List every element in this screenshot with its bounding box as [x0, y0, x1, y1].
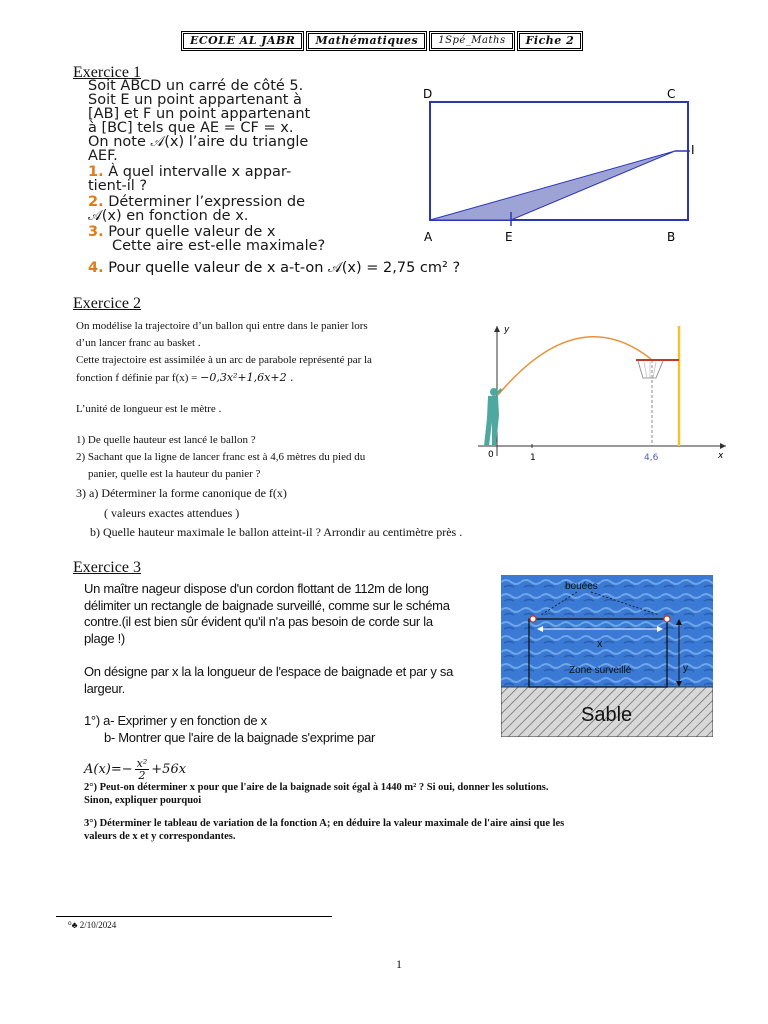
zone-label: Zone surveillé [569, 665, 632, 676]
ex3-line: largeur. [84, 680, 125, 696]
ex3-q2-line1: 2°) Peut-on déterminer x pour que l'aire de la baignade soit égal à 1440 m² ? Si oui, donner les solutions. [84, 782, 549, 793]
ex3-q1b: b- Montrer que l'aire de la baignade s'exprime par [104, 729, 376, 745]
ex3-q3-line1: 3°) Déterminer le tableau de variation de la fonction A; en déduire la valeur maximale de l'aire ainsi que les [84, 818, 565, 829]
ex1-q1-cont: tient-il ? [88, 178, 148, 194]
ex1-line: Soit ABCD un carré de côté 5. [88, 78, 304, 94]
label-c: C [667, 87, 676, 101]
ex3-q2 [84, 781, 734, 807]
area-formula [84, 758, 186, 781]
ex1-q3-cont: Cette aire est-elle maximale? [112, 238, 326, 254]
formula-denominator: 2 [138, 769, 146, 782]
basket-net [638, 361, 663, 378]
footnote-date: ⁰♣ 2/10/2024 [68, 920, 117, 930]
ex2-line: fonction f définie par f(x) = [76, 372, 201, 384]
ex2-line: On modélise la trajectoire d’un ballon qui entre dans le panier lors [76, 320, 368, 332]
label-d: D [423, 87, 433, 101]
ex1-q2: Déterminer l’expression de [108, 194, 306, 210]
formula-lhs: A(x)=− [84, 762, 133, 777]
sand-label: Sable [581, 704, 633, 726]
ex1-q2-cont: 𝒜(x) en fonction de x. [88, 208, 249, 224]
ex3-line: contre.(il est bien sûr évident qu'il n'a pas besoin de corde sur la [84, 614, 433, 629]
ex1-q4-line [88, 260, 460, 276]
y-arrow [494, 326, 500, 332]
label-i: I [691, 143, 695, 157]
x-label: x [597, 638, 603, 650]
formula-rhs: +56x [151, 762, 187, 777]
buoys-label: bouées [565, 581, 598, 592]
exercise-3-text [84, 581, 464, 746]
q-number: 2. [88, 194, 104, 210]
ex2-q2-cont: panier, quelle est la hauteur du panier ? [88, 468, 261, 480]
basketball-figure [468, 320, 732, 466]
header-sheet: Fiche 2 [517, 31, 584, 51]
x-label: x [718, 451, 724, 461]
header-subject: Mathématiques [306, 31, 427, 51]
ex3-q1a: 1°) a- Exprimer y en fonction de x [84, 713, 267, 728]
ex3-q3-line2: valeurs de x et y correspondantes. [84, 831, 236, 842]
q-number: 1. [88, 164, 104, 180]
square-figure [415, 84, 705, 244]
ex1-q1: À quel intervalle x appar- [108, 164, 292, 180]
exercise-1-title: Exercice 1 [73, 64, 141, 81]
exercise-2-text [76, 318, 456, 483]
ex1-line: On note 𝒜(x) l’aire du triangle [88, 134, 309, 150]
tick-one-label: 1 [530, 453, 536, 463]
ex1-q3: Pour quelle valeur de x [108, 224, 276, 240]
net-strands [644, 362, 656, 378]
label-e: E [505, 230, 513, 244]
player-silhouette [484, 388, 502, 446]
triangle-aef [430, 151, 675, 220]
y-label: y [683, 663, 688, 674]
exercise-3-title: Exercice 3 [73, 559, 141, 576]
y-label: y [504, 325, 510, 335]
ex1-line: AEF. [88, 148, 118, 164]
ex1-line: [AB] et F un point appartenant [88, 106, 311, 122]
basket-x-label: 4,6 [644, 453, 659, 463]
ex3-line: délimiter un rectangle de baignade surveillé, comme sur le schéma [84, 597, 450, 613]
ex2-q2: 2) Sachant que la ligne de lancer franc est à 4,6 mètres du pied du [76, 451, 366, 463]
header-level: 1Spé_Maths [429, 31, 514, 51]
ex2-line: d’un lancer franc au basket . [76, 337, 201, 349]
x-arrow [720, 443, 726, 449]
formula-fraction [135, 758, 150, 781]
origin-label: 0 [488, 450, 494, 460]
ex1-q4: Pour quelle valeur de x a-t-on 𝒜(x) = 2,75 cm² ? [108, 260, 461, 276]
ex3-line: Un maître nageur dispose d'un cordon flottant de 112m de long [84, 581, 429, 596]
ex1-line: Soit E un point appartenant à [88, 92, 302, 108]
exercise-2-title: Exercice 2 [73, 295, 141, 312]
ex2-line: L’unité de longueur est le mètre . [76, 403, 222, 415]
ex2-q3b: b) Quelle hauteur maximale le ballon atteint-il ? Arrondir au centimètre près . [90, 525, 463, 539]
header-school: ECOLE AL JABR [181, 31, 304, 51]
buoy-left [530, 616, 536, 622]
exercise-1-text [88, 79, 418, 253]
q-number: 3. [88, 224, 104, 240]
beach-figure [501, 575, 713, 737]
ex3-q2-line2: Sinon, expliquer pourquoi [84, 795, 202, 806]
ex2-line: Cette trajectoire est assimilée à un arc de parabole représenté par la [76, 354, 372, 366]
buoy-right [664, 616, 670, 622]
header-box [181, 31, 585, 51]
footnote-rule [56, 916, 332, 917]
formula-numerator: x² [136, 757, 148, 770]
q-number: 4. [88, 260, 104, 276]
label-b: B [667, 230, 676, 244]
ex2-q3a-note: ( valeurs exactes attendues ) [104, 506, 240, 520]
ex3-q3 [84, 817, 734, 843]
ex3-line: plage !) [84, 630, 125, 646]
ex2-q3a: 3) a) Déterminer la forme canonique de f(x) [76, 486, 287, 500]
ball-trajectory [498, 337, 652, 395]
ex2-q1: 1) De quelle hauteur est lancé le ballon ? [76, 434, 256, 446]
page-number: 1 [396, 957, 402, 971]
function-formula: −0,3x²+1,6x+2 . [200, 371, 294, 384]
label-a: A [424, 230, 433, 244]
ex1-line: à [BC] tels que AE = CF = x. [88, 120, 294, 136]
ex3-line: On désigne par x la la longueur de l'espace de baignade et par y sa [84, 664, 454, 679]
